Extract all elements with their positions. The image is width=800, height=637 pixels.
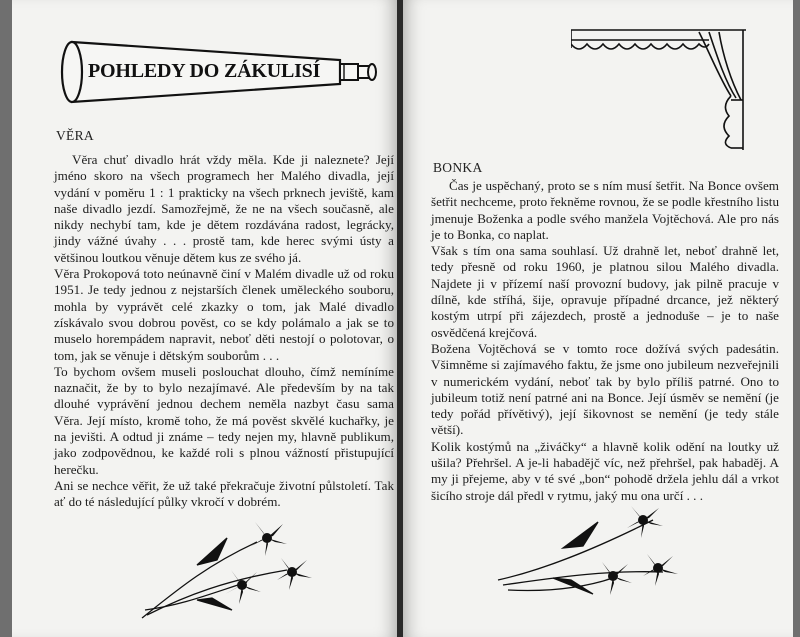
article-bonka [431, 178, 779, 504]
article-vera [54, 152, 394, 511]
section-heading-bonka: BONKA [433, 160, 483, 175]
section-heading-vera: VĚRA [56, 128, 94, 143]
left-page [12, 0, 397, 637]
flower-illustration-icon [493, 500, 693, 612]
paragraph: Věra chuť divadlo hrát vždy měla. Kde ji naleznete? Její jméno skoro na všech programech her Malého divadla, její vydání v poměru 1 : 1 prakticky na všech prknech jeviště, kam naše divadlo jezdí. Samozřejmě, že ne na všech současně, ale nikdy nechybí tam, kde je dětem rozdávána radost, legrácky, jindy vážné úvahy . . . prostě tam, kde herec svými ústy a většinou loutkou věnuje dětem kus ze svého já. [54, 152, 394, 265]
right-page [403, 0, 793, 637]
paragraph: Věra Prokopová toto neúnavně činí v Malém divadle už od roku 1951. Je tedy jednou z nejstarších členek uměleckého souboru, mohla by vyprávět celé zkazky o tom, jak Malé divadlo získávalo svou dobrou pověst, co se kdy polámalo a jak se to muselo horempádem napravit, neboť děti nestojí o polotovar, o tom, jak se věnuje i dětským souborům . . . [54, 266, 394, 363]
paragraph: Kolik kostýmů na „živáčky“ a hlavně kolik odění na loutky už ušila? Přehršel. A je-li habadějč víc, než přehršel, pak habaděj. A my ji přejeme, aby v té své „bon“ pohodě držela jehlu dál a vrkot šicího stroje dál předl v rytmu, jaký mu ona určí . . . [431, 438, 779, 503]
flower-illustration-icon [137, 510, 322, 622]
paragraph: To bychom ovšem museli poslouchat dlouho, čímž nemíníme naznačit, že by to bylo nezajímavé. Ale především by na tak dlouhé vyprávění jednou dechem neměla nazbyt času sama Věra. Její místo, kromě toho, že má pověst skvělé kuchařky, je na jevišti. A odtud ji známe – tedy nejen my, hlavně publikum, jako zodpovědnou, ke každé roli s plnou vážností přistupující herečku. [54, 363, 394, 477]
banner-title: POHLEDY DO ZÁKULISÍ [88, 60, 321, 82]
paragraph: Však s tím ona sama souhlasí. Už drahně let, neboť drahně let, tedy přesně od roku 1960, je platnou silou Malého divadla. Najdete ji v přízemí naší provozní budovy, jak pilně pracuje v dílně, kde stříhá, šije, opravuje případné drcance, jež některý kostým utrpí při zájezdech, prostě a jednoduše – je to naše osvědčená krejčová. [431, 243, 779, 340]
paragraph: Božena Vojtěchová se v tomto roce dožívá svých padesátin. Všimněme si zajímavého faktu, že jsme ono jubileum nezveřejnili v numerickém vydání, neboť tak by bylo příliš patrné. Ono to jubileum totiž není patrné ani na Bonce. Její úsměv se nemění (je tedy pořád přívětivý), její šikovnost se nemění (je tedy stále větší). [431, 340, 779, 438]
paragraph: Ani se nechce věřit, že už také překračuje životní půlstoletí. Tak ať do té následující půlky vkročí v dobrém. [54, 477, 394, 510]
paragraph: Čas je uspěchaný, proto se s ním musí šetřit. Na Bonce ovšem šetřit nechceme, proto řekněme rovnou, že se podle křestního listu jmenuje Boženka a podle svého manžela Vojtěchová. Ale pro nás je to Bonka, co naplat. [431, 178, 779, 242]
theater-curtain-icon [571, 26, 746, 150]
